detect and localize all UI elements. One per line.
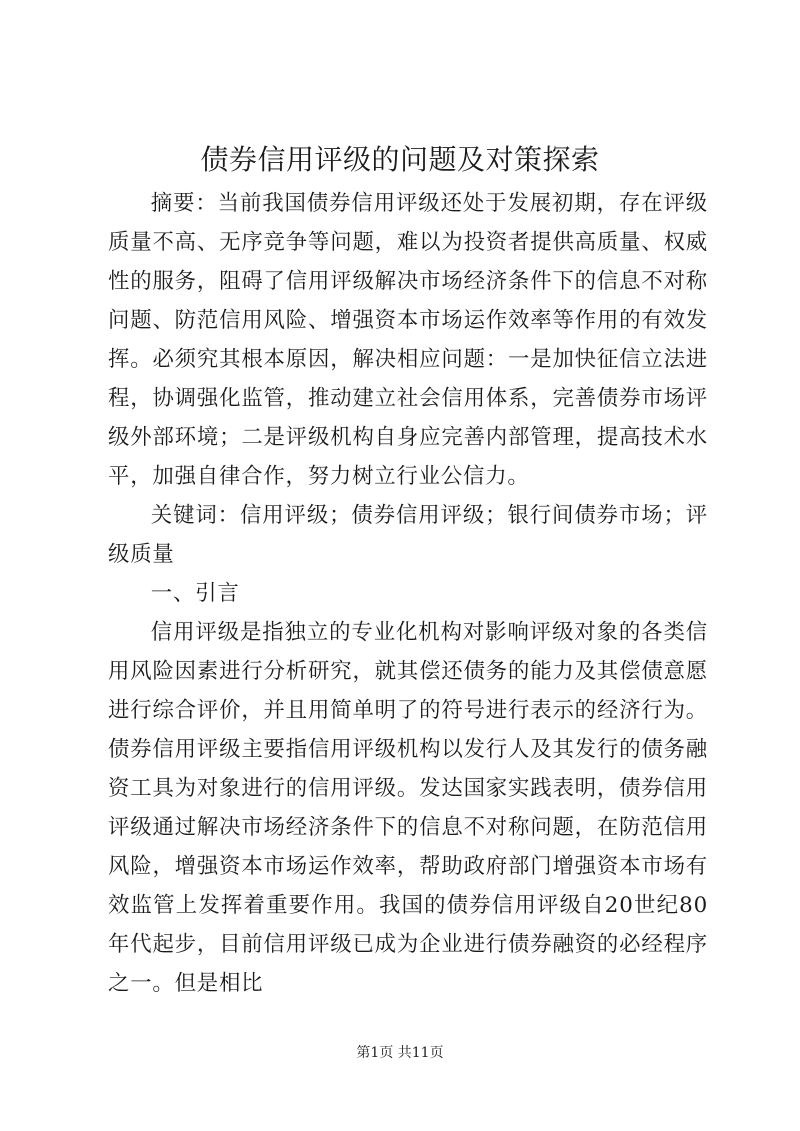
introduction-paragraph: 信用评级是指独立的专业化机构对影响评级对象的各类信用风险因素进行分析研究，就其偿还债务的能力及其偿债意愿进行综合评价，并且用简单明了的符号进行表示的经济行为。债券信用评级主要指信用评级机构以发行人及其发行的债务融资工具为对象进行的信用评级。发达国家实践表明，债券信用评级通过解决市场经济条件下的信息不对称问题，在防范信用风险，增强资本市场运作效率，帮助政府部门增强资本市场有效监管上发挥着重要作用。我国的债券信用评级自20世纪80年代起步，目前信用评级已成为企业进行债券融资的必经程序之一。但是相比 bbox=[108, 620, 708, 996]
document-body bbox=[108, 184, 708, 1003]
keywords-paragraph: 关键词：信用评级；债券信用评级；银行间债券市场；评级质量 bbox=[108, 503, 708, 567]
section-heading-introduction: 一、引言 bbox=[150, 581, 240, 606]
page-number-footer: 第1页 共11页 bbox=[356, 1045, 444, 1061]
abstract-paragraph: 摘要：当前我国债券信用评级还处于发展初期，存在评级质量不高、无序竞争等问题，难以为投资者提供高质量、权威性的服务，阻碍了信用评级解决市场经济条件下的信息不对称问题、防范信用风险、增强资本市场运作效率等作用的有效发挥。必须究其根本原因，解决相应问题：一是加快征信立法进程，协调强化监管，推动建立社会信用体系，完善债券市场评级外部环境；二是评级机构自身应完善内部管理，提高技术水平，加强自律合作，努力树立行业公信力。 bbox=[108, 191, 708, 489]
document-title: 债券信用评级的问题及对策探索 bbox=[200, 143, 600, 176]
